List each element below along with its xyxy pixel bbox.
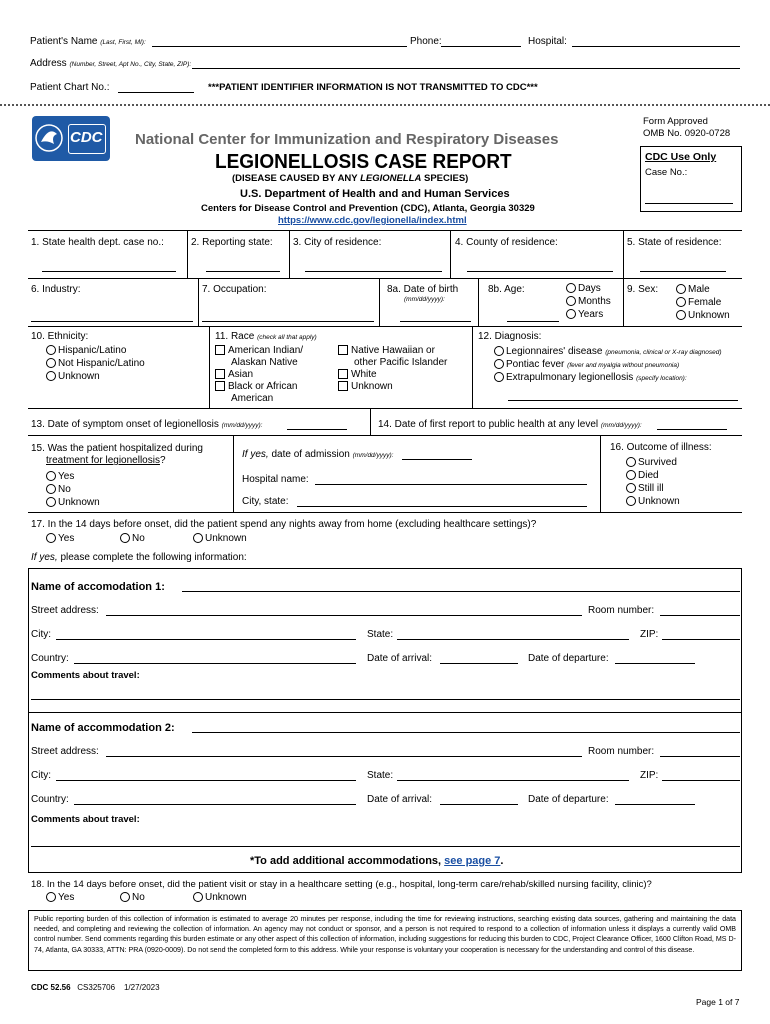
phone-field[interactable] [441, 46, 521, 47]
accom1-country-label: Country: [31, 653, 69, 664]
cut-line [0, 104, 770, 106]
q15-label: 15. Was the patient hospitalized during [31, 443, 203, 454]
accom2-name-field[interactable] [192, 732, 740, 733]
diagnosis-extrapulmonary-radio[interactable]: Extrapulmonary legionellosis (specify location): [494, 372, 687, 385]
patient-name-label: Patient's Name (Last, First, MI): [30, 36, 146, 47]
accom1-country-field[interactable] [74, 663, 356, 664]
row5-bottom-border [28, 512, 742, 513]
extrapulmonary-location-field[interactable] [508, 400, 738, 401]
q10-label: 10. Ethnicity: [31, 331, 89, 342]
q3-label: 3. City of residence: [293, 237, 382, 248]
accom2-zip-label: ZIP: [640, 770, 659, 781]
form-subtitle: (DISEASE CAUSED BY ANY LEGIONELLA SPECIES) [232, 173, 469, 184]
healthcare-no-radio[interactable]: No [120, 892, 145, 904]
accom2-arrival-field[interactable] [440, 804, 518, 805]
hospital-label: Hospital: [528, 36, 567, 47]
race-asian-checkbox[interactable]: Asian [215, 369, 253, 381]
admission-label: If yes, date of admission (mm/dd/yyyy): [242, 449, 394, 460]
accom1-street-field[interactable] [106, 615, 582, 616]
accom1-state-label: State: [367, 629, 394, 640]
row5-divider [233, 435, 234, 512]
diagnosis-legionnaires-radio[interactable]: Legionnaires' disease (pneumonia, clinical or X-ray diagnosed) [494, 346, 722, 359]
accom2-city-label: City: [31, 770, 51, 781]
q6-field[interactable] [31, 321, 193, 322]
q8a-hint: (mm/dd/yyyy): [404, 296, 445, 303]
accom1-city-label: City: [31, 629, 51, 640]
q12-label: 12. Diagnosis: [478, 331, 542, 342]
accom2-country-field[interactable] [74, 804, 356, 805]
accom1-zip-label: ZIP: [640, 629, 659, 640]
center-name: National Center for Immunization and Respiratory Diseases [135, 131, 559, 148]
accom2-comments-label: Comments about travel: [31, 814, 140, 825]
q17-instruction: If yes, please complete the following information: [31, 552, 247, 563]
patient-name-field[interactable] [152, 46, 407, 47]
burden-statement: Public reporting burden of this collection of information is estimated to average 20 minutes per response, including the time for reviewing instructions, searching existing data sources, gathering and maintaining the data needed, and completing and reviewing the collection of information. An agency may not conduct or sponsor, and a person is not required to respond to a collection of information unless it displays a currently valid OMB control number. Send comments regarding this burden estimate or any other aspect of this collection of information, including suggestions for reducing this burden to CDC, Project Clearance Officer, 1600 Clifton Road, MS D-74, Atlanta, GA 30333, ATTN: PRA (0920-0009). Do not send the completed form to this address. While your response is voluntary your cooperation is necessary for the understanding and control of this disease. [34, 915, 736, 954]
accom-separator [28, 712, 742, 713]
accom1-city-field[interactable] [56, 639, 356, 640]
city-state-field[interactable] [297, 506, 587, 507]
additional-accommodations-note: *To add additional accommodations, see page 7. [250, 855, 504, 867]
healthcare-unknown-radio[interactable]: Unknown [193, 892, 247, 904]
q13-field[interactable] [287, 429, 347, 430]
race-black-checkbox[interactable]: Black or African [215, 381, 297, 393]
accom2-street-label: Street address: [31, 746, 99, 757]
row4-top-border [28, 408, 742, 409]
accom2-comments-field[interactable] [31, 846, 740, 847]
q11-label: 11. Race (check all that apply) [215, 331, 317, 342]
cdc-use-label: CDC Use Only [645, 151, 717, 163]
accom1-comments-label: Comments about travel: [31, 670, 140, 681]
accom1-departure-label: Date of departure: [528, 653, 609, 664]
race-white-checkbox[interactable]: White [338, 369, 377, 381]
admission-date-field[interactable] [402, 459, 472, 460]
q8b-field[interactable] [507, 321, 559, 322]
nights-away-no-radio[interactable]: No [120, 533, 145, 545]
q5-label: 5. State of residence: [627, 237, 722, 248]
burden-statement-box [28, 910, 742, 971]
q2-field[interactable] [206, 271, 280, 272]
row4-divider [370, 408, 371, 435]
hospital-name-label: Hospital name: [242, 474, 309, 485]
row2-divider [198, 278, 199, 326]
page-number: Page 1 of 7 [696, 997, 740, 1007]
q18-label: 18. In the 14 days before onset, did the patient visit or stay in a healthcare setting (e.g., hospital, long-term care/rehab/skilled nursing facility, clinic)? [31, 879, 652, 890]
hospitalized-unknown-radio[interactable]: Unknown [46, 497, 100, 509]
row2-divider [379, 278, 380, 326]
q8a-field[interactable] [400, 321, 471, 322]
chart-no-field[interactable] [118, 92, 194, 93]
form-id: CDC 52.56 CS325706 1/27/2023 [31, 983, 160, 992]
accom1-room-field[interactable] [660, 615, 740, 616]
accom2-departure-field[interactable] [615, 804, 695, 805]
q5-field[interactable] [640, 271, 726, 272]
nights-away-unknown-radio[interactable]: Unknown [193, 533, 247, 545]
row1-divider [623, 230, 624, 278]
hospital-name-field[interactable] [315, 484, 587, 485]
q2-label: 2. Reporting state: [191, 237, 273, 248]
q14-field[interactable] [657, 429, 727, 430]
q8a-label: 8a. Date of birth [387, 284, 459, 295]
q9-label: 9. Sex: [627, 284, 659, 295]
outcome-survived-radio[interactable]: Survived [626, 457, 677, 469]
accom1-room-label: Room number: [588, 605, 655, 616]
q6-label: 6. Industry: [31, 284, 81, 295]
q15-label-2: treatment for legionellosis? [46, 455, 166, 466]
hhs-dept: U.S. Department of Health and and Human Services [240, 188, 510, 200]
age-years-radio[interactable]: Years [566, 309, 603, 321]
case-no-field[interactable] [645, 203, 733, 204]
accom2-room-field[interactable] [660, 756, 740, 757]
form-approved: Form Approved [643, 116, 708, 127]
q1-label: 1. State health dept. case no.: [31, 237, 164, 248]
accom2-room-label: Room number: [588, 746, 655, 757]
cdc-logo-text: CDC [70, 129, 103, 146]
race-american-indian-label-2: Alaskan Native [231, 357, 298, 368]
sex-female-radio[interactable]: Female [676, 297, 721, 309]
ethnicity-unknown-radio[interactable]: Unknown [46, 371, 100, 383]
row5-divider [600, 435, 601, 512]
age-days-radio[interactable]: Days [566, 283, 601, 295]
row2-divider [623, 278, 624, 326]
accom2-arrival-label: Date of arrival: [367, 794, 433, 805]
accom1-zip-field[interactable] [662, 639, 740, 640]
race-hawaiian-label-2: other Pacific Islander [354, 357, 448, 368]
row3-divider [209, 326, 210, 408]
accom1-name-label: Name of accomodation 1: [31, 581, 165, 593]
race-hawaiian-checkbox[interactable]: Native Hawaiian or [338, 345, 435, 357]
row1-divider [450, 230, 451, 278]
race-black-label-2: American [231, 393, 274, 404]
cdc-address: Centers for Disease Control and Prevention (CDC), Atlanta, Georgia 30329 [201, 203, 535, 214]
q1-field[interactable] [42, 271, 176, 272]
row3-top-border [28, 326, 742, 327]
accom1-name-field[interactable] [182, 591, 740, 592]
address-field[interactable] [192, 68, 740, 69]
accom2-state-label: State: [367, 770, 394, 781]
accom2-country-label: Country: [31, 794, 69, 805]
chart-no-label: Patient Chart No.: [30, 82, 110, 93]
accom1-arrival-field[interactable] [440, 663, 518, 664]
q7-field[interactable] [202, 321, 374, 322]
accom1-departure-field[interactable] [615, 663, 695, 664]
cdc-use-box [640, 146, 742, 212]
row1-divider [289, 230, 290, 278]
diagnosis-pontiac-radio[interactable]: Pontiac fever (fever and myalgia without pneumonia) [494, 359, 679, 372]
q3-field[interactable] [305, 271, 442, 272]
outcome-died-radio[interactable]: Died [626, 470, 659, 482]
ethnicity-not-hispanic-radio[interactable]: Not Hispanic/Latino [46, 358, 145, 370]
accom1-comments-field[interactable] [31, 699, 740, 700]
accom1-arrival-label: Date of arrival: [367, 653, 433, 664]
row2-top-border [28, 278, 742, 279]
q17-label: 17. In the 14 days before onset, did the patient spend any nights away from home (excluding healthcare settings)? [31, 519, 537, 530]
outcome-still-ill-radio[interactable]: Still ill [626, 483, 664, 495]
row2-divider [478, 278, 479, 326]
form-title: LEGIONELLOSIS CASE REPORT [215, 151, 512, 173]
age-months-radio[interactable]: Months [566, 296, 611, 308]
q4-label: 4. County of residence: [455, 237, 558, 248]
accom2-state-field[interactable] [397, 780, 629, 781]
omb-number: OMB No. 0920-0728 [643, 128, 731, 139]
sex-male-radio[interactable]: Male [676, 284, 710, 296]
accom2-zip-field[interactable] [662, 780, 740, 781]
healthcare-yes-radio[interactable]: Yes [46, 892, 74, 904]
outcome-unknown-radio[interactable]: Unknown [626, 496, 680, 508]
hospitalized-yes-radio[interactable]: Yes [46, 471, 74, 483]
q7-label: 7. Occupation: [202, 284, 267, 295]
address-label: Address (Number, Street, Apt No., City, State, ZIP): [30, 58, 192, 69]
q16-label: 16. Outcome of illness: [610, 442, 712, 453]
nights-away-yes-radio[interactable]: Yes [46, 533, 74, 545]
row1-top-border [28, 230, 742, 231]
race-unknown-checkbox[interactable]: Unknown [338, 381, 393, 393]
city-state-label: City, state: [242, 496, 289, 507]
see-page-7-link[interactable]: see page 7 [444, 855, 501, 867]
row1-divider [187, 230, 188, 278]
case-no-label: Case No.: [645, 167, 688, 178]
identifier-notice: ***PATIENT IDENTIFIER INFORMATION IS NOT TRANSMITTED TO CDC*** [208, 82, 538, 93]
hospitalized-no-radio[interactable]: No [46, 484, 71, 496]
q13-label: 13. Date of symptom onset of legionellosis (mm/dd/yyyy): [31, 419, 263, 430]
race-american-indian-checkbox[interactable]: American Indian/ [215, 345, 303, 357]
phone-label: Phone: [410, 36, 442, 47]
row3-divider [472, 326, 473, 408]
q8b-label: 8b. Age: [488, 284, 525, 295]
row5-top-border [28, 435, 742, 436]
ethnicity-hispanic-radio[interactable]: Hispanic/Latino [46, 345, 126, 357]
cdc-logo [32, 116, 110, 161]
accom1-street-label: Street address: [31, 605, 99, 616]
q4-field[interactable] [467, 271, 613, 272]
accom1-state-field[interactable] [397, 639, 629, 640]
q14-label: 14. Date of first report to public health at any level (mm/dd/yyyy): [378, 419, 642, 430]
accom2-street-field[interactable] [106, 756, 582, 757]
accom2-name-label: Name of accommodation 2: [31, 722, 175, 734]
accom2-city-field[interactable] [56, 780, 356, 781]
accom2-departure-label: Date of departure: [528, 794, 609, 805]
sex-unknown-radio[interactable]: Unknown [676, 310, 730, 322]
hospital-field[interactable] [572, 46, 740, 47]
cdc-url-link[interactable]: https://www.cdc.gov/legionella/index.html [278, 215, 467, 226]
